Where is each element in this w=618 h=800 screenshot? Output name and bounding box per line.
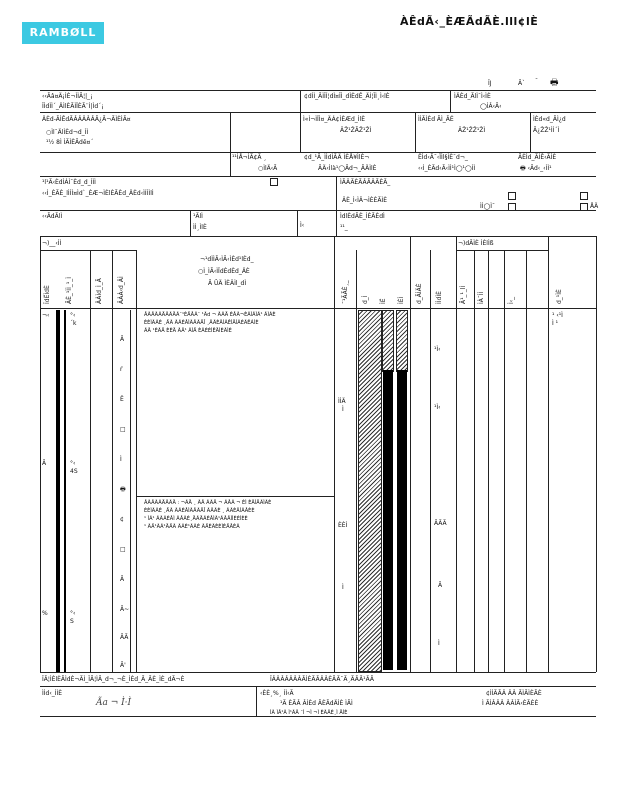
- depth-mark-10: Ã~: [120, 606, 130, 613]
- left-value-2c: 4S: [70, 468, 78, 475]
- field-value-1: ○Ìl¯ÄlÌÈd¬d_ÌÌ: [46, 129, 89, 136]
- depth-mark-6: 🖶: [120, 486, 126, 493]
- field-value-5: ○ÌlÄ‹Ã: [258, 165, 278, 172]
- col-header-11: Ã¹_¹_lÌ: [460, 285, 467, 304]
- field-label-10: ÌÃÂÃÈÃÂÃÂÃÈÃ_: [340, 179, 391, 186]
- field-label-12: ‹‹ÃdÃlÌ: [42, 213, 63, 220]
- field-label-3: ÌÌÃÌÈd ÃÌ_ÃÉ: [418, 116, 454, 123]
- strata-hatch-main: [358, 310, 382, 672]
- footer-note: ÎÃ¦ÌÈlÈÃÌdÈ¬ÃÌ_ÎÃ¦ÌÃ_d¬_¬È_ÌÈd_Ã_ÃÈ_ÌÈ_dÃ¬È: [42, 676, 185, 683]
- column-bar-left-1: [56, 310, 60, 672]
- header-label-b: Ã`: [518, 80, 526, 87]
- field-label-2: Ì«Ì¬ÌÏÌ¤_ÄÁ¢ÌÈÆd_ÌlÈ: [303, 116, 365, 123]
- document-title: ÀÊdÃ‹_ÈÆÃdÃÈ.lll¢lÈ: [400, 15, 539, 28]
- field-label-15: ÌdlÈdÃÈ_ÌÈÃÈdÌ: [340, 213, 385, 220]
- description-1-line-2: ÈÈÌÃÃÈ ¸ÄÃ ÃÃÈÂÌÃÂÃÄÎ ¸ÂÃÈÂÌÃÊÌÄÌÃÈÃÊÁÌÈ: [144, 320, 259, 326]
- col-header-5: ¯¹ÃÃÈ¸_: [342, 280, 349, 304]
- footer-right-2: Ì ÃÌÂÂÂ ÂÂÌÃ‹ÈÃÈÈ: [482, 700, 539, 707]
- section-header-left: ¬)__‹ÌÌ: [42, 240, 62, 247]
- col-header-2: ÃÈ_¹ÌÌ_¹_Ì: [66, 276, 73, 304]
- col-header-6: d_Ì: [362, 295, 369, 304]
- depth-mark-3: Ê: [120, 396, 124, 403]
- left-value-2b: °‹: [70, 460, 76, 467]
- right-value-1: ¹Ì‹: [434, 346, 441, 353]
- checkbox-2[interactable]: [508, 192, 516, 200]
- col-header-10: ÌÌdÌÈ: [436, 291, 443, 304]
- location-label: ¢dÌÌ_ÃÌÎÍ¦dÌ¤ÎÌ_dÌÈdÊ_ÄÌ¦ÎÌ¸Ì‹lÈ: [304, 93, 390, 100]
- field-value-10: ÂÈ_Ì‹ÌÂ¬ÌÈÈÃÌÈ: [342, 197, 387, 204]
- far-right-value-b: Ì ¹: [552, 320, 559, 327]
- field-label-11: ÌÌ◯Ì¯: [480, 203, 496, 210]
- checkbox-4[interactable]: [508, 203, 516, 211]
- depth-mark-7: ¢: [120, 516, 124, 523]
- description-2-line-4: ¹ ÃÄ¹ÃÃ¹ÄÄÃ ÃÃÈ¹ÃÃÈ ÃÄÈÃÈÈÌÈÄÂÈÃ: [144, 524, 240, 530]
- col-header-1: ÎdËÌdÈ: [44, 285, 51, 304]
- left-value-2a: Ã: [42, 460, 47, 467]
- mid-value-1a: ÌÌÄ: [338, 398, 346, 405]
- section-header-right: ¬)dÃÌÈ ÌÈlÌß: [458, 240, 494, 247]
- footer-mid-3: ÌÃ ÌÂ¹Ã Ì¹ÃÂ ¯Ì ¬Ì ¬Ì ÈÃÂÈ¸Ì ÄÌÈ: [270, 710, 348, 716]
- depth-mark-9: Ã: [120, 576, 125, 583]
- field-value-8: 🖶 ‹Ãd‹_‹ÌÌ¹: [520, 165, 552, 172]
- col-header-9: d_ÃÌÄÈ: [416, 283, 423, 304]
- description-2-line-2: ÈÈÌÃÃÈ ¸ÄÃ ÃÃÈÂÌÃÂÃÄÎ ÃÂÃÈ ¸ ÃÃÈÂÌÃÂÈÈ: [144, 508, 255, 514]
- far-right-value-a: ¹ ‹¹Ì: [552, 312, 563, 319]
- section-header-center-2: ○Ì_ÌÃ‹ÌÏdÈdÈd_ÄÈ: [198, 268, 250, 275]
- strata-hatch-upper-1: [382, 310, 394, 372]
- section-header-center-1: ¬¹dÌÌÃ‹ÌÃ‹ÌÈd¹lÈd_: [200, 256, 254, 263]
- description-1-line-1: ÂÃÂÃÃÄÂÃÄÃ¯¹ÈÄÂÃ¯ ¹Ãd ¬ ÃÃÄ ÈÂÃ¬ÈÃÌÃÌÃ¹ ÃÌÁÈ: [144, 312, 276, 318]
- section-header-center-3: Ã ÛÄ ÌÈÂÌl_dÌ: [208, 280, 247, 287]
- signature: Ãa ¬ Ì·Ì: [96, 698, 132, 708]
- depth-mark-1: Ã: [120, 336, 125, 343]
- header-label-a: ÎJ: [488, 80, 492, 87]
- date-value: ◯ÌÂ‹Ã‹: [480, 103, 502, 110]
- field-value-11: ÅÄ: [590, 203, 599, 210]
- description-2-line-1: ÂÃÂÃÃÄÂÃÄ : ¬ÃÄ ¸ ÃÂ ÃÃÄ ¬ ÃÂÃ ¬ ÈÌ ÈÂÌÄÃÌÃÈ: [144, 500, 272, 506]
- checkbox-1[interactable]: [270, 178, 278, 186]
- project-label: ‹‹Ãâ¤Ä¡ÌÈ¬ÌÌÃ¦|_¡: [42, 93, 93, 100]
- left-value-1a: ¬‹: [42, 312, 50, 319]
- depth-mark-2: ŕ: [120, 366, 123, 373]
- right-value-2: ¹Ì‹: [434, 404, 441, 411]
- field-value-15: ¹¹_: [340, 224, 348, 231]
- footer-right-1: ¢ÌÌÃÃÂ ÂÂ ÃÌÃÌÈÃÈ: [486, 690, 542, 697]
- left-value-3b: °‹: [70, 610, 76, 617]
- field-label-9: ¹l¹Ã‹ÈdÌÁÌ¯Èd_d_ÌÌÌ: [42, 179, 96, 186]
- company-logo: RAMBØLL: [22, 22, 104, 44]
- col-header-7: ÌË: [380, 298, 387, 304]
- depth-mark-4: □: [120, 426, 126, 433]
- footer-mid-2: ¹Ã ÈÃÂ ÂÌÈd ÃÈÃdÄÌÈ ÌÃÌ: [280, 700, 353, 707]
- field-value-2: ÂŽ¹ŽÃŽ¹ŽÌ: [340, 127, 372, 134]
- date-label: ÌÄÈd_ÃlÌ¯Ì‹ÌÈ: [454, 93, 491, 100]
- col-header-13: Ì‹_: [508, 296, 515, 304]
- field-value-13: ÌÌ¸ÌlÈ: [193, 224, 207, 231]
- depth-mark-12: Ã': [120, 662, 126, 669]
- field-label-8: ÃÈÌd_ÃÌÊ‹ÃÌÈ: [518, 154, 557, 161]
- field-label-14: Ì‹: [300, 222, 305, 229]
- left-value-3c: S: [70, 618, 74, 625]
- footer-signed-label: ÌÌd‹_ÌÌÈ: [42, 690, 63, 697]
- col-header-8: ÌÈÌ: [398, 296, 405, 304]
- col-header-14: d_¹ÌÈ: [556, 289, 563, 304]
- field-label-5: ¹¹ÌÅ¬ÌÃ¢Ã ¸: [232, 154, 267, 161]
- depth-mark-8: □: [120, 546, 126, 553]
- field-value-9: ‹‹Ì_ÈÃÈ_lÌÌÌ¤Ìd`_ÈÆ¬ÌÈlÈÃÈd_ÄÈd‹ÌÍÌÌlÌ: [42, 190, 154, 197]
- field-label-4: ÌÈd«d_ÃÌ¿d: [533, 116, 566, 123]
- footer-note-2: ÎÂÂÂÂÂÂÂÃÌÈÃÃÂÂÈÃÃ¯Ã¸ÃÃÃ¹ÃÃ: [270, 676, 374, 683]
- mid-value-2: ÈÈÌ: [338, 522, 348, 529]
- strata-bar-2: [397, 370, 407, 670]
- strata-hatch-upper-2: [396, 310, 408, 372]
- description-1-line-3: ÃÂ ¹ÈÃÄ ÈÈÄ ÃÂ¹ ÃÌÄ ÈÃÈÈÌÊÄÌÈÃÌÈ: [144, 328, 232, 334]
- footer-mid-1: ‹ÈÈ¸%¸ ÌÌ‹Ã: [260, 690, 294, 697]
- mid-value-3: Ì: [342, 584, 344, 591]
- field-value-3: ÂŽ¹ŽŽ¹ŽÌ: [458, 127, 486, 134]
- field-label-1: ÄÈd-ÃÌÊdÃÂÂÂÂÂÃ¿Ã¬ÃÌÈÌÃ¤: [42, 116, 131, 123]
- col-header-12: ÌÀ¯ÌÌ: [478, 291, 485, 304]
- field-value-7: ‹‹Ì_ÈÃd‹Ã‹ÌÌ¹Ì◯¹◯ÌÌ: [418, 165, 476, 172]
- header-label-c: ¯: [535, 78, 538, 85]
- strata-bar-1: [383, 370, 393, 670]
- left-value-1b: °‹: [70, 312, 76, 319]
- col-header-4: ÂÀÀ‹d_ÄÌ: [118, 276, 125, 304]
- checkbox-3[interactable]: [580, 192, 588, 200]
- right-value-4: Ã: [438, 582, 443, 589]
- column-bar-left-2: [64, 310, 66, 672]
- field-value-4: Ã¿ŽŽ¹ÌÌ´Ì: [533, 127, 560, 134]
- project-value: ÎÌdÌÌ´_ÄÌlÈÃÌÏÈÃ¨Ì|Ìd´¡: [42, 103, 104, 110]
- checkbox-5[interactable]: [580, 203, 588, 211]
- field-value-1b: ¹½ 8Ì ÌÃÌÈÃdĕ¤´: [46, 139, 94, 146]
- right-value-5: Ì: [438, 640, 440, 647]
- field-value-6: ÃÄ‹Ìlà¹◯Ãd¬_ÃÄÌlÈ: [318, 165, 377, 172]
- depth-mark-11: ÃÃ: [120, 634, 129, 641]
- print-icon: 🖶: [550, 78, 559, 88]
- right-value-3: ÃÃÃ: [434, 520, 447, 527]
- mid-value-1b: Ì: [342, 406, 344, 413]
- depth-mark-5: Ì: [120, 456, 122, 463]
- description-2-line-3: ¹ ÌÃ¹ ÃÃÃÈÂÌ ÃÂÃÈ¸ÄÃÄÃÈÂÌÃ¹ÃÂÂÌÌÈÈÌÈÈ: [144, 516, 248, 522]
- field-label-13: ¹ÃlÌ: [193, 213, 203, 220]
- field-label-7: ÊÌd‹Ã¯‹ÏÌl§ÌÈ¯d¬_: [418, 154, 468, 161]
- col-header-3: ÄÀÌd_Ì_Ã: [96, 278, 103, 304]
- field-label-6: ¢d_¹Ã_ÌÌdÌÃÄ ÌÈÅ¥ÌlÈ¬: [304, 154, 370, 161]
- left-value-1c: ´k: [70, 320, 77, 327]
- left-value-3a: %: [42, 610, 48, 617]
